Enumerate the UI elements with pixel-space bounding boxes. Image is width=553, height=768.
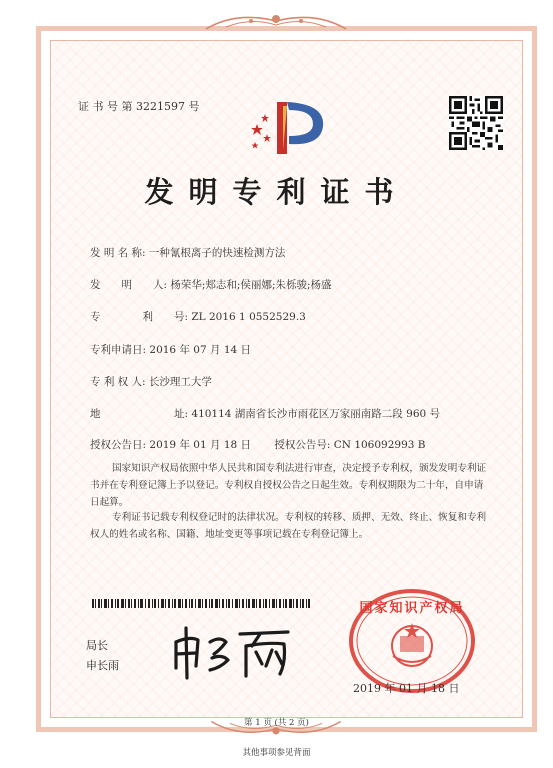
field-label: 专利申请日: xyxy=(90,344,147,356)
top-ornament xyxy=(196,9,356,35)
field-value: ZL 2016 1 0552529.3 xyxy=(191,311,306,323)
field-application-date xyxy=(90,342,251,357)
footer-note: 其他事项参见背面 xyxy=(242,748,311,758)
handwritten-signature xyxy=(168,620,298,680)
field-invention-name xyxy=(90,245,285,260)
certificate-title: 发明专利证书 xyxy=(144,175,409,209)
certificate-number xyxy=(78,98,200,114)
announcement-date-value: 2019 年 01 月 18 日 xyxy=(149,439,252,451)
announcement-number-label: 授权公告号: xyxy=(274,439,331,451)
field-label: 地 址: xyxy=(90,408,189,420)
announcement-number-value: CN 106092993 B xyxy=(333,439,426,451)
qr-code-icon xyxy=(449,96,503,150)
field-value: 2016 年 07 月 14 日 xyxy=(149,344,252,356)
seal-date: 2019 年 01 月 18 日 xyxy=(353,682,460,695)
field-value: 410114 湖南省长沙市雨花区万家丽南路二段 960 号 xyxy=(191,408,441,420)
field-label: 发 明 名 称: xyxy=(90,247,146,259)
cnipa-logo-icon xyxy=(243,92,333,162)
seal-text: 国家知识产权局 xyxy=(359,601,465,616)
legal-status-paragraph: 专利证书记载专利权登记时的法律状况。专利权的转移、质押、无效、终止、恢复和专利权人的姓名或名称、国籍、地址变更等事项记载在专利登记簿上。 xyxy=(90,512,487,540)
signatory-title: 局长 xyxy=(86,639,108,652)
field-label: 专 利 号: xyxy=(90,311,189,323)
field-inventors xyxy=(90,277,332,292)
certificate-number-label: 证 书 号 第 xyxy=(78,100,133,113)
grant-statement-paragraph: 国家知识产权局依照中华人民共和国专利法进行审查，决定授予专利权，颁发发明专利证书并在专利登记簿上予以登记。专利权自授权公告之日起生效。专利权期限为二十年，自申请日起算。 xyxy=(90,463,487,508)
field-label: 发 明 人: xyxy=(90,279,168,291)
field-patent-number xyxy=(90,309,306,324)
signatory-name: 申长雨 xyxy=(86,659,119,672)
page-number: 第 1 页 (共 2 页) xyxy=(244,718,309,728)
field-announcement xyxy=(90,437,426,452)
field-value: 一种氰根离子的快速检测方法 xyxy=(148,247,286,259)
field-patentee xyxy=(90,374,212,389)
certificate-number-value: 3221597 xyxy=(136,100,185,113)
field-value: 长沙理工大学 xyxy=(148,376,212,388)
field-value: 杨荣华;郏志和;侯丽娜;朱栎骏;杨盛 xyxy=(170,279,332,291)
certificate-number-suffix: 号 xyxy=(188,100,200,113)
field-label: 专 利 权 人: xyxy=(90,376,146,388)
barcode-icon xyxy=(92,599,310,608)
field-address xyxy=(90,406,440,421)
announcement-date-label: 授权公告日: xyxy=(90,439,147,451)
